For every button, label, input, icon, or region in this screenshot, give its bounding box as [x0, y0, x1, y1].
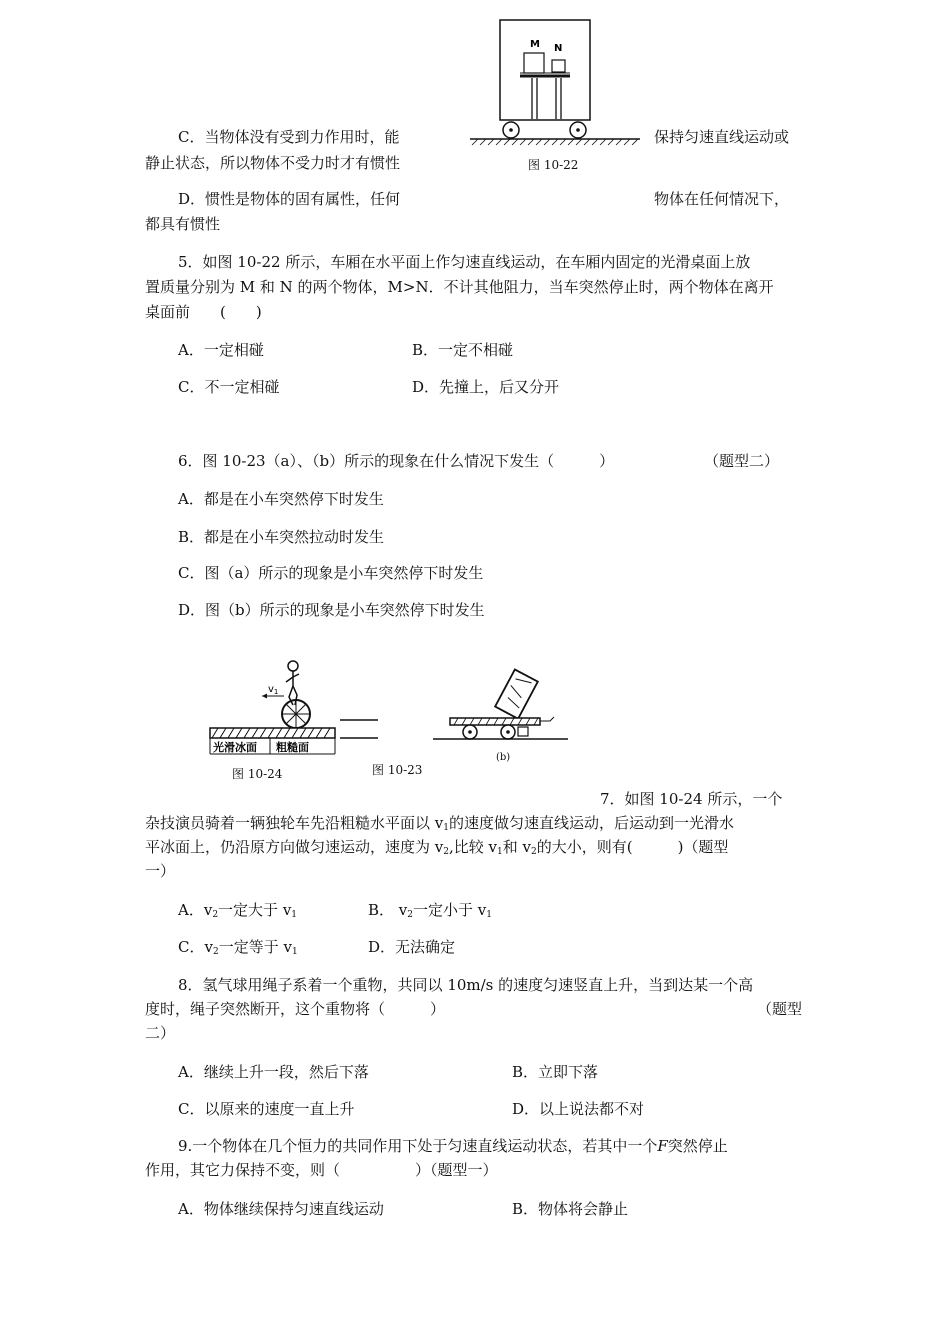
q7-stem-line2: 杂技演员骑着一辆独轮车先沿粗糙水平面以 $v_1$的速度做匀速直线运动，后运动到一光滑水: [145, 814, 734, 833]
q4-option-c-right: 保持匀速直线运动或: [654, 128, 790, 146]
rider-head: [288, 661, 298, 671]
q8-stem-line1: 8．氢气球用绳子系着一个重物，共同以 10m/s 的速度匀速竖直上升，当到达某一个高: [178, 976, 754, 994]
q6-option-b: B．都是在小车突然拉动时发生: [178, 528, 385, 546]
q7-stem-line4: 一）: [145, 862, 176, 880]
q6-tag: （题型二）: [704, 452, 780, 470]
q7-option-a: A．$v_2$一定大于 $v_1$: [178, 901, 298, 920]
q7-stem-line1: 7．如图 10-24 所示，一个: [600, 790, 783, 808]
block-n: [552, 60, 565, 72]
q7-option-d: D．无法确定: [368, 938, 456, 956]
q7-stem-line3: 平冰面上，仍沿原方向做匀速运动，速度为 $v_2$,比较 $v_1$和 $v_2$的大小，则有( )（题型: [145, 838, 729, 857]
q5-stem-line3: 桌面前 ( ): [145, 303, 262, 321]
q4-option-d-right: 物体在任何情况下，: [654, 190, 790, 208]
label-n: N: [554, 43, 563, 54]
q6-stem: 6．图 10-23（a）、（b）所示的现象在什么情况下发生（ ）: [178, 452, 615, 470]
rough-surface-label: 粗糙面: [276, 741, 309, 754]
q5-option-c: C．不一定相碰: [178, 378, 280, 396]
q8-stem-line2: 度时，绳子突然断开，这个重物将（ ）: [145, 1000, 446, 1018]
q9-stem-line1: 9.一个物体在几个恒力的共同作用下处于匀速直线运动状态，若其中一个F突然停止: [178, 1137, 728, 1155]
q9-option-a: A．物体继续保持匀速直线运动: [178, 1200, 384, 1218]
q4-option-c-line2: 静止状态，所以物体不受力时才有惯性: [145, 154, 401, 172]
q7-option-c: C．$v_2$一定等于 $v_1$: [178, 938, 298, 957]
q4-option-c-left: C．当物体没有受到力作用时，能: [178, 128, 400, 146]
q9-stem-line2: 作用，其它力保持不变，则（ ）（题型一）: [145, 1161, 498, 1179]
q8-option-d: D．以上说法都不对: [512, 1100, 645, 1118]
q4-option-d-line2: 都具有惯性: [145, 215, 221, 233]
q6-option-c: C．图（a）所示的现象是小车突然停下时发生: [178, 564, 484, 582]
q5-option-a: A．一定相碰: [178, 341, 264, 359]
q8-option-c: C．以原来的速度一直上升: [178, 1100, 355, 1118]
q9-option-b: B．物体将会静止: [512, 1200, 629, 1218]
velocity-label: $v_1$: [268, 684, 279, 696]
q8-stem-line3: 二）: [145, 1024, 176, 1042]
q7-option-b: B． $v_2$一定小于 $v_1$: [368, 901, 492, 920]
figure-label-b: (b): [496, 752, 511, 763]
q6-option-a: A．都是在小车突然停下时发生: [178, 490, 384, 508]
q8-tag: （题型: [757, 1000, 803, 1018]
q5-option-d: D．先撞上，后又分开: [412, 378, 560, 396]
figure-10-22: [470, 15, 640, 155]
figure-caption-10-23: 图 10-23: [372, 763, 423, 777]
q8-option-a: A．继续上升一段，然后下落: [178, 1063, 369, 1081]
smooth-ice-label: 光滑冰面: [213, 741, 257, 754]
q4-option-d-left: D．惯性是物体的固有属性，任何: [178, 190, 401, 208]
q5-stem-line2: 置质量分别为 M 和 N 的两个物体，M>N．不计其他阻力，当车突然停止时，两个物体在离开: [145, 278, 774, 296]
figure-10-23: [338, 665, 568, 745]
q5-stem-line1: 5．如图 10-22 所示，车厢在水平面上作匀速直线运动，在车厢内固定的光滑桌面上放: [178, 253, 751, 271]
tipped-block: [495, 669, 538, 718]
figure-10-24: [198, 650, 338, 762]
q8-option-b: B．立即下落: [512, 1063, 599, 1081]
q5-option-b: B．一定不相碰: [412, 341, 514, 359]
figure-caption-10-24: 图 10-24: [232, 767, 283, 781]
q6-option-d: D．图（b）所示的现象是小车突然停下时发生: [178, 601, 485, 619]
label-m: M: [530, 39, 540, 50]
block-m: [524, 53, 544, 73]
cart-body: [500, 20, 590, 120]
cart-stopper: [518, 727, 528, 736]
figure-caption-10-22: 图 10-22: [528, 158, 579, 172]
